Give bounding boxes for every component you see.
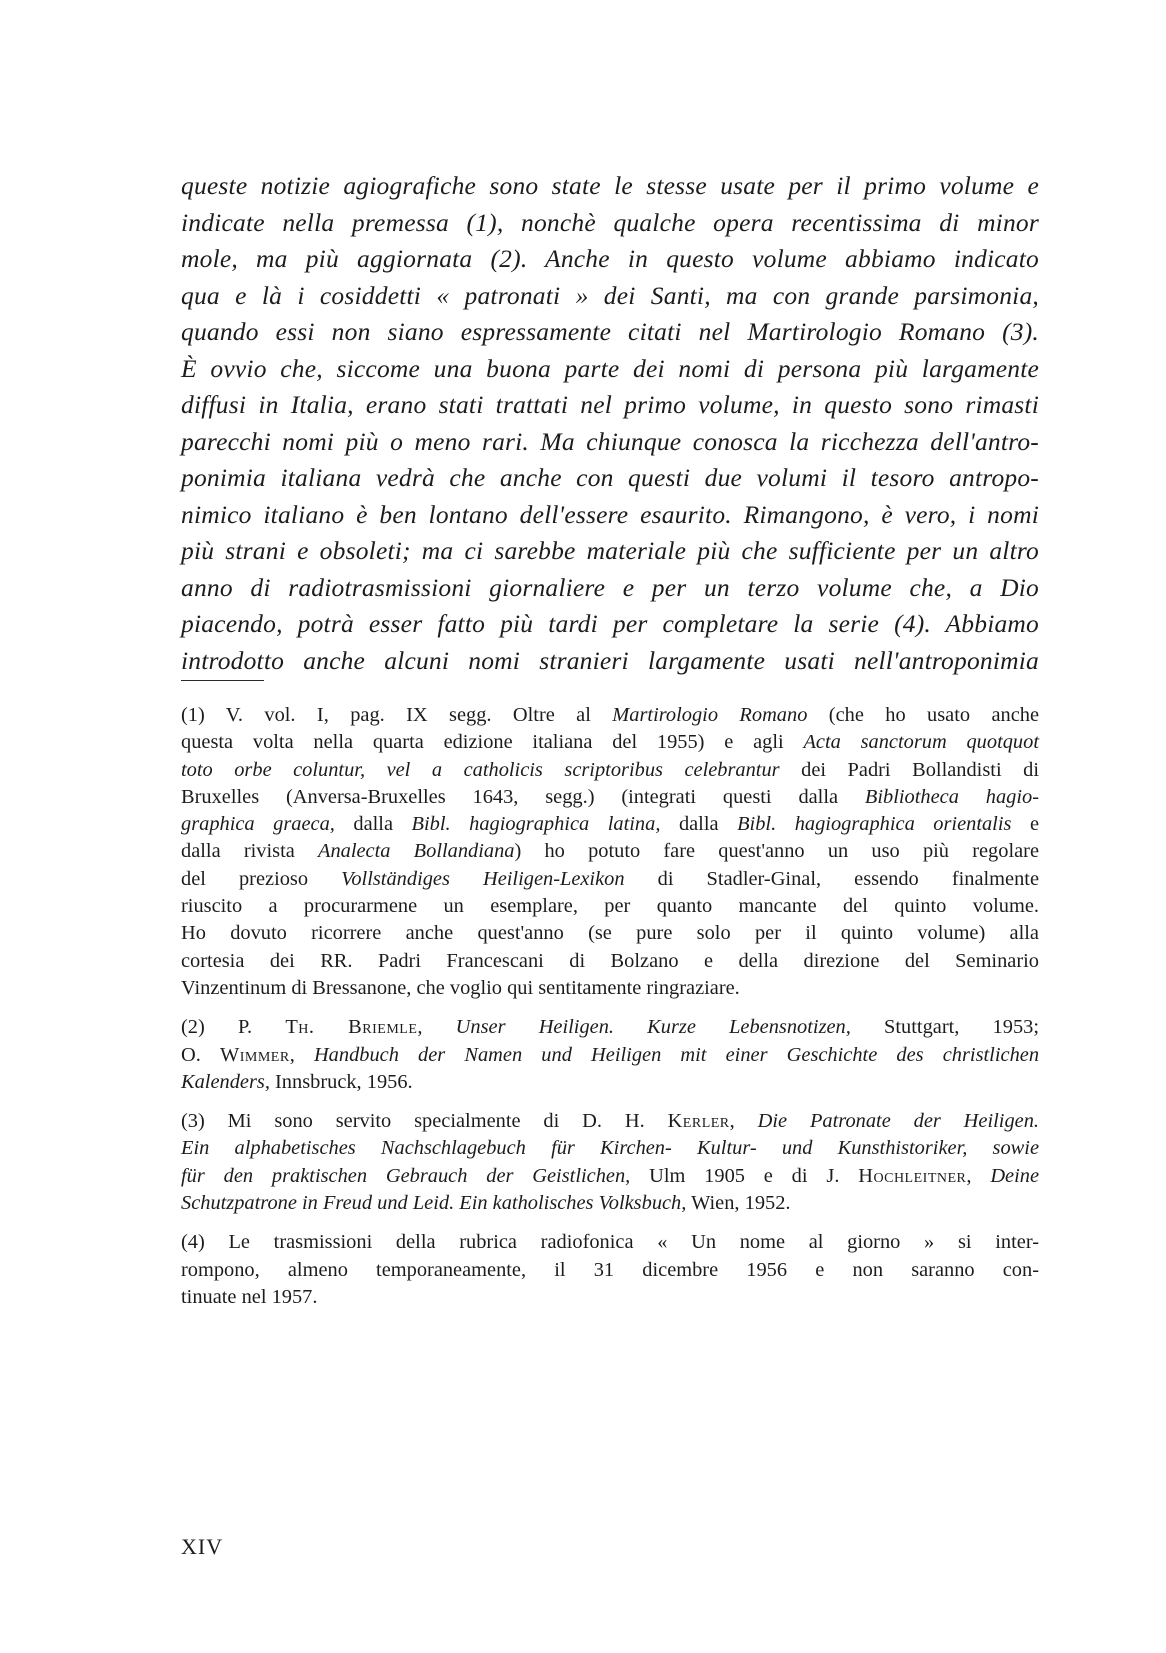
- footnote-line: [181, 1163, 1039, 1190]
- body-line: più strani e obsoleti; ma ci sarebbe materiale più che sufficiente per un altro: [181, 536, 1039, 565]
- footnote-2: [181, 1014, 1039, 1096]
- footnote-text: questa volta nella quarta edizione italiana del 1955) e agli: [181, 731, 804, 754]
- footnote-text: (3) Mi sono servito specialmente di D. H.: [181, 1110, 668, 1133]
- footnotes-section: [181, 702, 1039, 1323]
- footnote-line: [181, 920, 1039, 947]
- footnote-line: [181, 1069, 1039, 1096]
- body-line: nimico italiano è ben lontano dell'essere esaurito. Rimangono, è vero, i nomi: [181, 499, 1039, 529]
- footnote-text: dalla: [334, 813, 412, 836]
- italic-text: Bibl. hagiographica latina,: [411, 813, 661, 836]
- italic-text: Bibliotheca hagio-: [864, 785, 1039, 808]
- body-line: indicate nella premessa (1), nonchè qualche opera recentissima di minor: [181, 207, 1039, 237]
- page-number: XIV: [181, 1534, 224, 1559]
- footnote-line: [181, 784, 1039, 811]
- footnote-line: [181, 1135, 1039, 1162]
- footnote-text: (che ho usato anche: [807, 704, 1040, 726]
- small-caps-author: Wimmer: [219, 1043, 290, 1066]
- italic-text: Martirologio Romano: [612, 704, 808, 726]
- footnote-text: Bruxelles (Anversa-Bruxelles 1643, segg.) (integrati questi dalla: [181, 785, 865, 808]
- body-line: È ovvio che, siccome una buona parte dei nomi di persona più largamente: [181, 353, 1039, 383]
- footnote-line: [181, 1284, 1039, 1311]
- footnote-text: Wien, 1952.: [686, 1192, 791, 1215]
- footnote-line: [181, 1257, 1039, 1284]
- footnote-text: ,: [417, 1016, 456, 1039]
- footnote-text: ,: [966, 1164, 991, 1187]
- footnote-line: [181, 729, 1039, 756]
- italic-text: Analecta Bollandiana: [318, 840, 515, 863]
- italic-text: Bibl. hagiographica orientalis: [737, 813, 1012, 836]
- footnote-line: [181, 1229, 1039, 1256]
- footnote-line: [181, 1190, 1039, 1217]
- footnote-3: [181, 1108, 1039, 1217]
- footnote-text: O.: [181, 1043, 220, 1066]
- italic-text: Unser Heiligen. Kurze Lebensnotizen,: [455, 1016, 851, 1039]
- footnote-text: ) ho potuto fare quest'anno un uso più regolare: [514, 840, 1039, 863]
- footnote-line: [181, 866, 1039, 893]
- italic-text: Acta sanctorum quotquot: [803, 731, 1039, 754]
- small-caps-author: Th. Briemle: [285, 1016, 418, 1039]
- body-line: qua e là i cosiddetti « patronati » dei Santi, ma con grande parsimonia,: [181, 280, 1039, 310]
- footnote-text: ,: [729, 1110, 758, 1133]
- body-line: diffusi in Italia, erano stati trattati nel primo volume, in questo sono rimasti: [181, 390, 1039, 419]
- body-line: quando essi non siano espressamente citati nel Martirologio Romano (3).: [181, 317, 1039, 346]
- footnote-text: ,: [289, 1043, 314, 1066]
- footnote-text: riuscito a procurarmene un esemplare, per quanto mancante del quinto volume.: [181, 895, 1039, 918]
- italic-text: für den praktischen Gebrauch der Geistlichen,: [181, 1164, 631, 1187]
- footnote-text: Vinzentinum di Bressanone, che voglio qui sentitamente ringraziare.: [181, 976, 740, 999]
- footnote-line: [181, 811, 1039, 838]
- footnote-separator-rule: [181, 680, 264, 681]
- small-caps-author: Hochleitner: [858, 1164, 967, 1187]
- footnote-line: [181, 893, 1039, 920]
- footnote-text: di Stadler-Ginal, essendo finalmente: [624, 867, 1040, 890]
- body-line: introdotto anche alcuni nomi stranieri largamente usati nell'antroponimia: [181, 645, 1039, 675]
- italic-text: Deine: [990, 1164, 1039, 1187]
- footnote-line: [181, 1108, 1039, 1135]
- body-line: ponimia italiana vedrà che anche con questi due volumi il tesoro antropo-: [181, 463, 1039, 492]
- body-line: mole, ma più aggiornata (2). Anche in questo volume abbiamo indicato: [181, 244, 1039, 273]
- italic-text: Schutzpatrone in Freud und Leid. Ein katholisches Volksbuch,: [181, 1192, 687, 1215]
- footnote-text: dei Padri Bollandisti di: [779, 758, 1039, 781]
- italic-text: Ein alphabetisches Nachschlagebuch für Kirchen- Kultur- und Kunsthistoriker, sowie: [181, 1137, 1039, 1160]
- italic-text: Handbuch der Namen und Heiligen mit einer Geschichte des christlichen: [313, 1043, 1040, 1066]
- footnote-line: [181, 757, 1039, 784]
- footnote-text: Innsbruck, 1956.: [269, 1070, 413, 1093]
- italic-text: toto orbe coluntur, vel a catholicis scriptoribus celebrantur: [181, 758, 780, 781]
- footnote-line: [181, 975, 1039, 1002]
- italic-text: graphica graeca,: [181, 813, 335, 836]
- footnote-1: [181, 702, 1039, 1002]
- footnote-line: [181, 702, 1039, 729]
- footnote-text: tinuate nel 1957.: [181, 1285, 318, 1308]
- footnote-text: Ho dovuto ricorrere anche quest'anno (se pure solo per il quinto volume) alla: [181, 922, 1039, 945]
- footnote-line: [181, 1042, 1039, 1069]
- footnote-4: [181, 1229, 1039, 1311]
- footnote-text: (2) P.: [181, 1016, 286, 1039]
- footnote-text: (1) V. vol. I, pag. IX segg. Oltre al: [181, 704, 613, 726]
- footnote-line: [181, 838, 1039, 865]
- footnote-line: [181, 1014, 1039, 1041]
- footnote-text: (4) Le trasmissioni della rubrica radiofonica « Un nome al giorno » si inter-: [181, 1231, 1039, 1254]
- body-line: parecchi nomi più o meno rari. Ma chiunque conosca la ricchezza dell'antro-: [181, 426, 1039, 456]
- footnote-text: Stuttgart, 1953;: [850, 1016, 1039, 1039]
- body-paragraph: [181, 168, 1039, 679]
- footnote-text: dalla rivista: [181, 840, 318, 863]
- body-line: piacendo, potrà esser fatto più tardi per completare la serie (4). Abbiamo: [181, 609, 1039, 638]
- footnote-text: e: [1011, 813, 1040, 836]
- body-line: queste notizie agiografiche sono state le stesse usate per il primo volume e: [181, 171, 1039, 200]
- footnote-text: del prezioso: [181, 867, 342, 890]
- body-line: anno di radiotrasmissioni giornaliere e per un terzo volume che, a Dio: [181, 572, 1039, 602]
- footnote-text: Ulm 1905 e di J.: [630, 1164, 859, 1187]
- italic-text: Vollständiges Heiligen-Lexikon: [341, 867, 625, 890]
- italic-text: Kalenders,: [181, 1070, 270, 1093]
- footnote-text: cortesia dei RR. Padri Francescani di Bolzano e della direzione del Seminario: [181, 949, 1039, 972]
- small-caps-author: Kerler: [667, 1110, 730, 1133]
- italic-text: Die Patronate der Heiligen.: [757, 1110, 1039, 1133]
- footnote-line: [181, 948, 1039, 975]
- footnote-text: dalla: [660, 813, 738, 836]
- footnote-text: rompono, almeno temporaneamente, il 31 dicembre 1956 e non saranno con-: [181, 1258, 1039, 1281]
